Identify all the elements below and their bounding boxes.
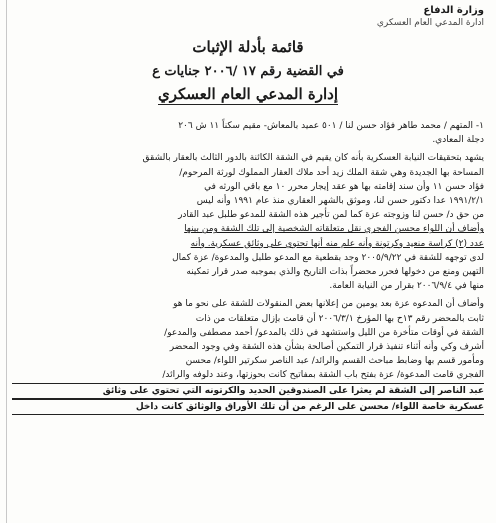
scan-edge-line <box>6 0 7 523</box>
case-number: في القضية رقم ١٧ /٢٠٠٦ جنايات ع <box>152 64 344 79</box>
paragraph-line: وأضاف أن المدعوه عزة بعد يومين من إعلانها بعض المنقولات للشقة على نحو ما هو <box>173 299 484 310</box>
paragraph-line: يشهد بتحقيقات النيابة العسكرية بأنه كان يقيم في الشقة الكائنة بالدور الثالث بالعقار بالشقق <box>142 153 484 164</box>
additional-testimony <box>12 297 484 415</box>
issuing-office: إدارة المدعي العام العسكري <box>157 85 338 103</box>
paragraph-line: الشقة في أوقات متأخرة من الليل واستشهد في ذلك بالمدعو/ أحمد مصطفى والمدعو/ <box>164 327 484 338</box>
accused-line: ١- المتهم / محمد طاهر فؤاد حسن لنا / ٥٠١ عميد بالمعاش- مقيم سكناً ١١ ش ٢٠٦ <box>178 121 484 131</box>
paragraph-line: ومأمور قسم بها وضابط مباحث القسم والرائد/ عبد الناصر سكرتير اللواء/ محسن <box>185 356 484 367</box>
paragraph-line: أشرف وكي وأنه أثناء تنفيذ قرار التمكين أصالحة بشأن هذه الشقة وفي وجود المحضر <box>169 342 484 353</box>
department-name: ادارة المدعي العام العسكري <box>376 18 484 28</box>
emphasized-line: عسكرية خاصة اللواء/ محسن على الرغم من أن تلك الأوراق والوثائق كانت داخل <box>12 399 484 415</box>
paragraph-line: لدى توجهه للشقة في ٢٠٠٥/٩/٢٢ وجد بقطعية مع المدعو طلبل والمدعوة/ عزة كمال <box>172 252 484 263</box>
letterhead <box>12 4 484 29</box>
underlined-line: وأضاف أن اللواء محسن الفجري نقل متعلقاته الشخصية إلى تلك الشقة ومن بينها <box>184 224 484 235</box>
paragraph-line: منها في ٢٠٠٦/٩/٤ بقرار من النيابة العامة. <box>329 281 484 292</box>
document-body <box>12 119 484 415</box>
paragraph-line: المساحة بها الجديدة وهي شقة الملك زيد أحد ملاك العقار المملوك لورثة المرحوم/ <box>179 167 484 178</box>
paragraph-line: ثابت بالمحضر رقم ١٣ح بها المؤرخ ٢٠٠٦/٣/١ أن قامت بإزال متعلقات من ذات <box>195 313 484 324</box>
underlined-line: عدد (٢) كراسة منعيد وكرتونة وأنه علم منه أنها تحتوي على وثائق عسكرية. وأنه <box>190 238 484 249</box>
emphasized-line: عبد الناصر إلى الشقة لم يعثرا على الصندوقين الحديد والكرتونه التي تحتوي على وثائق <box>12 383 484 399</box>
paragraph-line: الفجري قامت المدعوة/ عزة بفتح باب الشقة بمفاتيح كانت بحوزتها، وعند دلوفه والرائد/ <box>162 370 484 381</box>
paragraph-line: التهين ومنع من دخولها فحرر محضراً بذات التاريخ والذي بموجبه صدر قرار تمكينه <box>186 267 484 278</box>
paragraph-line: فؤاد حسن ١١ وأن سند إقامته بها هو عقد إيجار محرر ١٠ مع باقي الورثه في <box>204 181 484 192</box>
ministry-name: وزارة الدفاع <box>423 5 484 16</box>
paragraph-line: من حق د/ حسن لنا وزوجته عزة كما لمن تأجير هذه الشقة للمدعو طلبل عبد القادر <box>178 210 484 221</box>
paragraph-line: ١٩٩١/٢/١ عدا دكتور حسن لنا، وموثق بالشهر العقاري منذ عام ١٩٩١ وأنه ليس <box>196 196 484 207</box>
accused-line: دجلة المعادي. <box>432 135 484 146</box>
witness-section <box>12 151 484 293</box>
accused-section <box>12 119 484 147</box>
document-title: قائمة بأدلة الإثبات <box>192 38 304 56</box>
title-block <box>12 37 484 105</box>
